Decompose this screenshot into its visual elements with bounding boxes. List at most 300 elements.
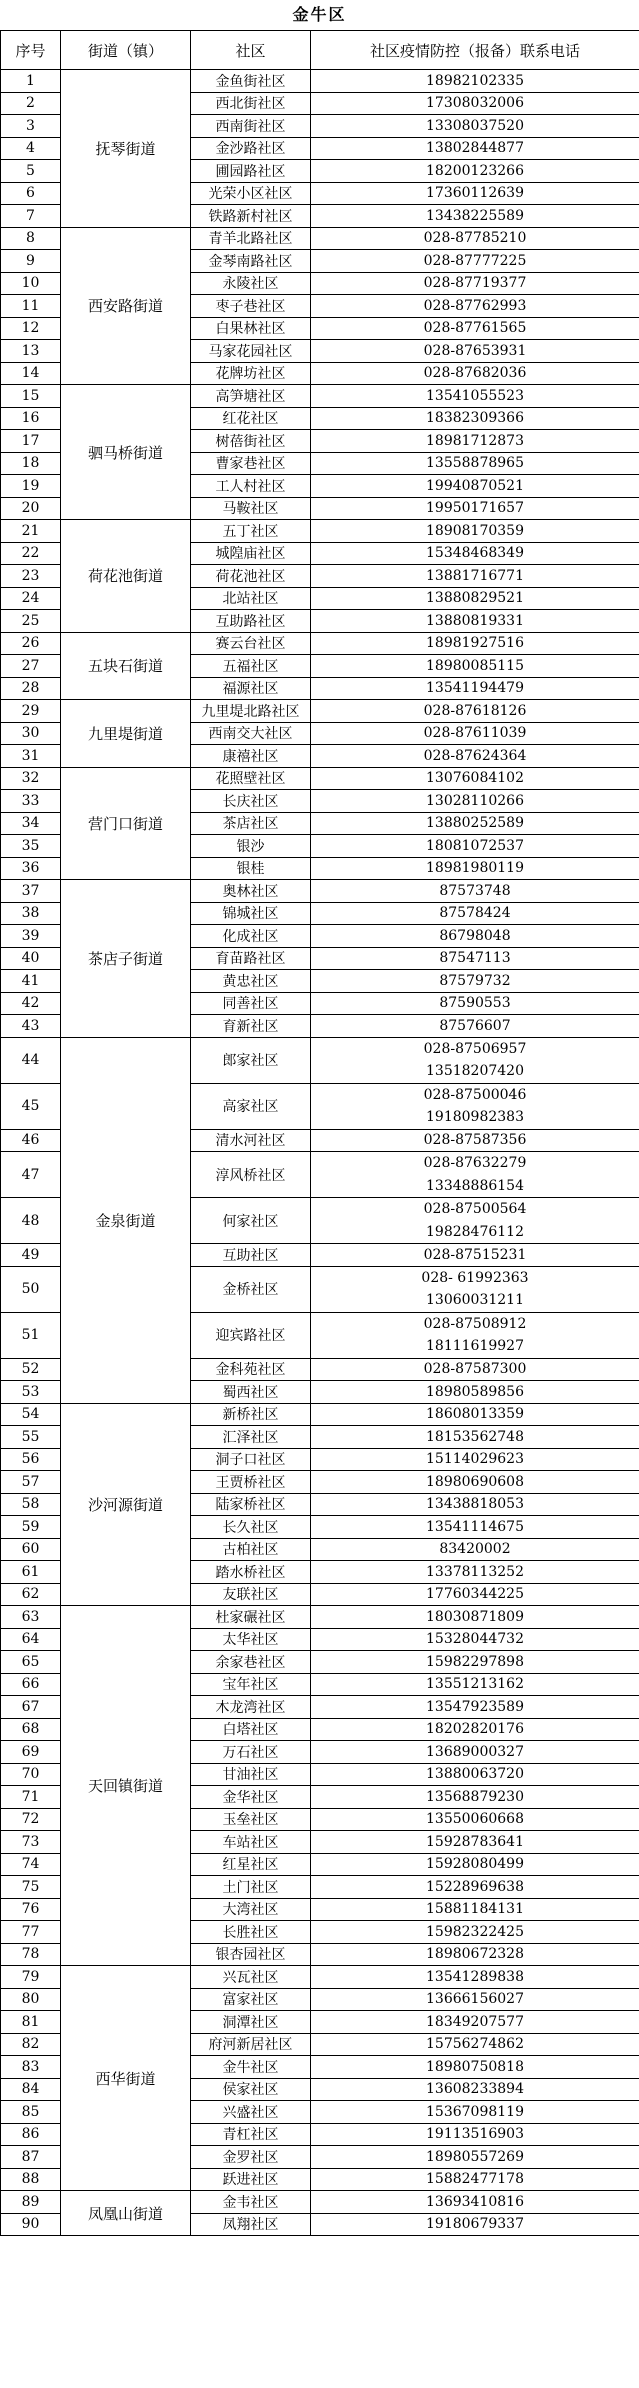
community-name: 长庆社区 [191, 790, 311, 813]
row-number: 78 [1, 1943, 61, 1966]
phone-cell [311, 182, 639, 205]
community-name: 红花社区 [191, 407, 311, 430]
row-number: 33 [1, 790, 61, 813]
community-name: 友联社区 [191, 1583, 311, 1606]
row-number: 38 [1, 902, 61, 925]
row-number: 72 [1, 1808, 61, 1831]
community-name: 永陵社区 [191, 272, 311, 295]
phone-number: 18200123266 [426, 162, 524, 179]
phone-number: 18980672328 [426, 1946, 524, 1963]
phone-number: 028-87719377 [423, 275, 527, 292]
community-name: 圃园路社区 [191, 160, 311, 183]
phone-cell [311, 385, 639, 408]
row-number: 2 [1, 92, 61, 115]
phone-cell [311, 1561, 639, 1584]
row-number: 21 [1, 520, 61, 543]
phone-number: 18349207577 [426, 2013, 524, 2030]
community-name: 白塔社区 [191, 1718, 311, 1741]
phone-number: 028- 61992363 [421, 1269, 529, 1286]
row-number: 29 [1, 700, 61, 723]
phone-number: 028-87762993 [423, 297, 527, 314]
row-number: 3 [1, 115, 61, 138]
community-name: 金鱼街社区 [191, 70, 311, 93]
phone-cell [311, 1538, 639, 1561]
phone-number: 15881184131 [426, 1901, 524, 1918]
phone-number: 13541114675 [426, 1518, 524, 1535]
community-name: 城隍庙社区 [191, 542, 311, 565]
row-number: 19 [1, 475, 61, 498]
phone-cell [311, 1358, 639, 1381]
community-name: 花牌坊社区 [191, 362, 311, 385]
community-name: 清水河社区 [191, 1129, 311, 1152]
phone-cell [311, 1898, 639, 1921]
phone-cell [311, 2101, 639, 2124]
row-number: 65 [1, 1651, 61, 1674]
community-name: 郎家社区 [191, 1037, 311, 1083]
row-number: 34 [1, 812, 61, 835]
table-row [1, 700, 639, 723]
phone-cell [311, 925, 639, 948]
row-number: 64 [1, 1628, 61, 1651]
phone-cell [311, 542, 639, 565]
phone-cell [311, 1921, 639, 1944]
phone-number: 15928783641 [426, 1833, 524, 1850]
phone-number: 028-87500564 [423, 1201, 527, 1217]
community-name: 余家巷社区 [191, 1651, 311, 1674]
row-number: 80 [1, 1988, 61, 2011]
phone-cell [311, 1493, 639, 1516]
street-name: 沙河源街道 [61, 1403, 191, 1606]
table-row [1, 1037, 639, 1083]
phone-number: 15367098119 [426, 2103, 524, 2120]
phone-cell [311, 205, 639, 228]
phone-number: 028-87785210 [423, 230, 527, 247]
phone-number: 19180679337 [426, 2216, 524, 2233]
phone-number: 13308037520 [426, 117, 524, 134]
phone-cell [311, 340, 639, 363]
phone-number: 86798048 [439, 927, 511, 944]
phone-number: 87590553 [439, 995, 511, 1012]
phone-cell [311, 1471, 639, 1494]
phone-cell [311, 992, 639, 1015]
phone-cell [311, 1988, 639, 2011]
phone-number: 13076084102 [426, 770, 524, 787]
row-number: 51 [1, 1312, 61, 1358]
row-number: 8 [1, 227, 61, 250]
phone-number: 13880063720 [426, 1766, 524, 1783]
community-name: 陆家桥社区 [191, 1493, 311, 1516]
table-row [1, 1966, 639, 1989]
phone-number: 15756274862 [426, 2036, 524, 2053]
phone-cell [311, 1037, 639, 1083]
phone-number: 13541289838 [426, 1968, 524, 1985]
phone-number: 19940870521 [426, 477, 524, 494]
phone-cell [311, 1966, 639, 1989]
row-number: 66 [1, 1673, 61, 1696]
row-number: 42 [1, 992, 61, 1015]
phone-number: 18081072537 [426, 837, 524, 854]
phone-number: 13547923589 [426, 1698, 524, 1715]
phone-number: 13880829521 [426, 590, 524, 607]
community-name: 西南街社区 [191, 115, 311, 138]
phone-cell [311, 1808, 639, 1831]
community-name: 互助社区 [191, 1244, 311, 1267]
phone-number: 17360112639 [426, 185, 524, 202]
phone-cell [311, 1083, 639, 1129]
row-number: 82 [1, 2033, 61, 2056]
community-name: 万石社区 [191, 1741, 311, 1764]
community-name: 何家社区 [191, 1198, 311, 1244]
row-number: 88 [1, 2168, 61, 2191]
community-name: 奥林社区 [191, 880, 311, 903]
phone-number: 18111619927 [426, 1338, 524, 1354]
row-number: 27 [1, 655, 61, 678]
community-name: 树蓓街社区 [191, 430, 311, 453]
community-name: 侯家社区 [191, 2078, 311, 2101]
row-number: 39 [1, 925, 61, 948]
phone-cell [311, 497, 639, 520]
row-number: 24 [1, 587, 61, 610]
row-number: 49 [1, 1244, 61, 1267]
community-name: 北站社区 [191, 587, 311, 610]
community-name: 太华社区 [191, 1628, 311, 1651]
phone-cell [311, 1015, 639, 1038]
street-name: 西华街道 [61, 1966, 191, 2191]
phone-cell [311, 430, 639, 453]
row-number: 31 [1, 745, 61, 768]
row-number: 55 [1, 1426, 61, 1449]
phone-number: 87573748 [439, 882, 511, 899]
community-name: 金韦社区 [191, 2191, 311, 2214]
row-number: 59 [1, 1516, 61, 1539]
community-name: 跃进社区 [191, 2168, 311, 2191]
phone-cell [311, 1129, 639, 1152]
row-number: 45 [1, 1083, 61, 1129]
community-name: 洞潭社区 [191, 2011, 311, 2034]
row-number: 58 [1, 1493, 61, 1516]
row-number: 56 [1, 1448, 61, 1471]
phone-cell [311, 745, 639, 768]
phone-cell [311, 2191, 639, 2214]
phone-cell [311, 1786, 639, 1809]
row-number: 22 [1, 542, 61, 565]
phone-cell [311, 812, 639, 835]
row-number: 73 [1, 1831, 61, 1854]
phone-number: 13541055523 [426, 387, 524, 404]
row-number: 52 [1, 1358, 61, 1381]
phone-number: 028-87682036 [423, 365, 527, 382]
row-number: 83 [1, 2056, 61, 2079]
community-name: 大湾社区 [191, 1898, 311, 1921]
street-name: 茶店子街道 [61, 880, 191, 1038]
phone-cell [311, 587, 639, 610]
community-name: 迎宾路社区 [191, 1312, 311, 1358]
community-name: 长久社区 [191, 1516, 311, 1539]
phone-cell [311, 1943, 639, 1966]
row-number: 69 [1, 1741, 61, 1764]
table-body [1, 70, 639, 2236]
phone-cell [311, 1403, 639, 1426]
phone-number: 19180982383 [426, 1109, 524, 1125]
phone-number: 18981980119 [426, 860, 524, 877]
phone-cell [311, 1266, 639, 1312]
phone-number: 15982322425 [426, 1923, 524, 1940]
row-number: 90 [1, 2213, 61, 2236]
phone-cell [311, 1448, 639, 1471]
row-number: 81 [1, 2011, 61, 2034]
phone-number: 028-87515231 [423, 1246, 527, 1263]
row-number: 5 [1, 160, 61, 183]
street-name: 西安路街道 [61, 227, 191, 385]
row-number: 10 [1, 272, 61, 295]
row-number: 32 [1, 767, 61, 790]
community-name: 汇泽社区 [191, 1426, 311, 1449]
community-name: 白果林社区 [191, 317, 311, 340]
table-row [1, 632, 639, 655]
row-number: 7 [1, 205, 61, 228]
phone-cell [311, 295, 639, 318]
community-name: 金琴南路社区 [191, 250, 311, 273]
row-number: 16 [1, 407, 61, 430]
community-name: 康禧社区 [191, 745, 311, 768]
row-number: 89 [1, 2191, 61, 2214]
phone-cell [311, 1606, 639, 1629]
community-name: 宝年社区 [191, 1673, 311, 1696]
row-number: 75 [1, 1876, 61, 1899]
phone-cell [311, 857, 639, 880]
phone-cell [311, 1381, 639, 1404]
row-number: 13 [1, 340, 61, 363]
phone-number: 18980690608 [426, 1473, 524, 1490]
phone-cell [311, 767, 639, 790]
community-name: 福源社区 [191, 677, 311, 700]
phone-cell [311, 1853, 639, 1876]
phone-number: 18980557269 [426, 2148, 524, 2165]
phone-number: 13348886154 [426, 1177, 524, 1194]
phone-number: 18980750818 [426, 2058, 524, 2075]
row-number: 41 [1, 970, 61, 993]
phone-cell [311, 722, 639, 745]
phone-number: 13802844877 [426, 140, 524, 157]
phone-number: 028-87587356 [423, 1132, 527, 1149]
phone-cell [311, 610, 639, 633]
phone-cell [311, 1426, 639, 1449]
community-name: 土门社区 [191, 1876, 311, 1899]
phone-cell [311, 2033, 639, 2056]
phone-number: 13378113252 [426, 1563, 524, 1580]
community-name: 锦城社区 [191, 902, 311, 925]
street-name: 九里堤街道 [61, 700, 191, 768]
phone-cell [311, 452, 639, 475]
community-name: 金科苑社区 [191, 1358, 311, 1381]
phone-cell [311, 1673, 639, 1696]
phone-number: 15114029623 [426, 1451, 524, 1468]
phone-cell [311, 2078, 639, 2101]
community-name: 赛云台社区 [191, 632, 311, 655]
community-name: 工人村社区 [191, 475, 311, 498]
phone-number: 18980589856 [426, 1383, 524, 1400]
phone-cell [311, 1152, 639, 1198]
phone-cell [311, 880, 639, 903]
phone-cell [311, 92, 639, 115]
row-number: 36 [1, 857, 61, 880]
row-number: 74 [1, 1853, 61, 1876]
row-number: 35 [1, 835, 61, 858]
community-name: 甘油社区 [191, 1763, 311, 1786]
phone-number: 15982297898 [426, 1653, 524, 1670]
community-name: 金沙路社区 [191, 137, 311, 160]
phone-cell [311, 1876, 639, 1899]
phone-number: 15882477178 [426, 2171, 524, 2188]
row-number: 63 [1, 1606, 61, 1629]
community-name: 踏水桥社区 [191, 1561, 311, 1584]
phone-number: 18981927516 [426, 635, 524, 652]
row-number: 4 [1, 137, 61, 160]
community-name: 兴瓦社区 [191, 1966, 311, 1989]
phone-cell [311, 1696, 639, 1719]
phone-number: 87578424 [439, 905, 511, 922]
community-name: 木龙湾社区 [191, 1696, 311, 1719]
community-name: 红星社区 [191, 1853, 311, 1876]
street-name: 营门口街道 [61, 767, 191, 880]
community-name: 金华社区 [191, 1786, 311, 1809]
community-name: 茶店社区 [191, 812, 311, 835]
phone-number: 17760344225 [426, 1586, 524, 1603]
phone-number: 13881716771 [426, 567, 524, 584]
row-number: 26 [1, 632, 61, 655]
phone-number: 15348468349 [426, 545, 524, 562]
row-number: 85 [1, 2101, 61, 2124]
phone-number: 13558878965 [426, 455, 524, 472]
phone-cell [311, 475, 639, 498]
community-name: 互助路社区 [191, 610, 311, 633]
phone-cell [311, 632, 639, 655]
table-row [1, 227, 639, 250]
phone-cell [311, 677, 639, 700]
header-community: 社区 [191, 31, 311, 70]
row-number: 76 [1, 1898, 61, 1921]
phone-cell [311, 700, 639, 723]
phone-number: 18153562748 [426, 1428, 524, 1445]
row-number: 6 [1, 182, 61, 205]
community-name: 金罗社区 [191, 2146, 311, 2169]
phone-cell [311, 115, 639, 138]
phone-cell [311, 2213, 639, 2236]
community-name: 新桥社区 [191, 1403, 311, 1426]
row-number: 46 [1, 1129, 61, 1152]
community-name: 玉垒社区 [191, 1808, 311, 1831]
phone-number: 19828476112 [426, 1223, 524, 1240]
community-name: 古柏社区 [191, 1538, 311, 1561]
community-name: 车站社区 [191, 1831, 311, 1854]
contact-table [0, 30, 639, 2236]
phone-number: 87547113 [439, 950, 511, 967]
street-name: 天回镇街道 [61, 1606, 191, 1966]
phone-cell [311, 565, 639, 588]
table-row [1, 880, 639, 903]
community-name: 淳风桥社区 [191, 1152, 311, 1198]
phone-number: 17308032006 [426, 95, 524, 112]
row-number: 79 [1, 1966, 61, 1989]
phone-cell [311, 1312, 639, 1358]
row-number: 86 [1, 2123, 61, 2146]
row-number: 1 [1, 70, 61, 93]
community-name: 马鞍社区 [191, 497, 311, 520]
community-name: 马家花园社区 [191, 340, 311, 363]
street-name: 驷马桥街道 [61, 385, 191, 520]
street-name: 金泉街道 [61, 1037, 191, 1403]
row-number: 11 [1, 295, 61, 318]
phone-number: 028-87611039 [423, 725, 527, 742]
row-number: 43 [1, 1015, 61, 1038]
community-name: 光荣小区社区 [191, 182, 311, 205]
row-number: 61 [1, 1561, 61, 1584]
phone-cell [311, 317, 639, 340]
community-name: 青羊北路社区 [191, 227, 311, 250]
phone-number: 028-87761565 [423, 320, 527, 337]
phone-cell [311, 160, 639, 183]
phone-cell [311, 1651, 639, 1674]
community-name: 荷花池社区 [191, 565, 311, 588]
phone-cell [311, 137, 639, 160]
phone-number: 13060031211 [426, 1292, 524, 1308]
row-number: 50 [1, 1266, 61, 1312]
phone-cell [311, 1831, 639, 1854]
row-number: 54 [1, 1403, 61, 1426]
phone-number: 18982102335 [426, 72, 524, 89]
phone-number: 13693410816 [426, 2193, 524, 2210]
phone-number: 18908170359 [426, 522, 524, 539]
phone-number: 028-87632279 [423, 1155, 527, 1171]
phone-cell [311, 250, 639, 273]
phone-cell [311, 1628, 639, 1651]
table-row [1, 1606, 639, 1629]
row-number: 18 [1, 452, 61, 475]
community-name: 五福社区 [191, 655, 311, 678]
row-number: 15 [1, 385, 61, 408]
phone-number: 15328044732 [426, 1631, 524, 1648]
table-row [1, 2191, 639, 2214]
table-row [1, 70, 639, 93]
community-name: 高家社区 [191, 1083, 311, 1129]
phone-cell [311, 1718, 639, 1741]
community-name: 九里堤北路社区 [191, 700, 311, 723]
row-number: 20 [1, 497, 61, 520]
community-name: 杜家碾社区 [191, 1606, 311, 1629]
community-name: 金牛社区 [191, 2056, 311, 2079]
community-name: 蜀西社区 [191, 1381, 311, 1404]
community-name: 枣子巷社区 [191, 295, 311, 318]
community-name: 高笋塘社区 [191, 385, 311, 408]
community-name: 育苗路社区 [191, 947, 311, 970]
phone-cell [311, 902, 639, 925]
row-number: 12 [1, 317, 61, 340]
community-name: 银杏园社区 [191, 1943, 311, 1966]
phone-cell [311, 1741, 639, 1764]
community-name: 五丁社区 [191, 520, 311, 543]
phone-number: 13028110266 [426, 792, 524, 809]
phone-cell [311, 2168, 639, 2191]
phone-number: 18382309366 [426, 410, 524, 427]
phone-number: 13541194479 [426, 680, 524, 697]
phone-number: 13880252589 [426, 815, 524, 832]
phone-number: 13438225589 [426, 207, 524, 224]
phone-cell [311, 790, 639, 813]
row-number: 77 [1, 1921, 61, 1944]
header-phone: 社区疫情防控（报备）联系电话 [311, 31, 639, 70]
community-name: 长胜社区 [191, 1921, 311, 1944]
community-name: 银沙 [191, 835, 311, 858]
